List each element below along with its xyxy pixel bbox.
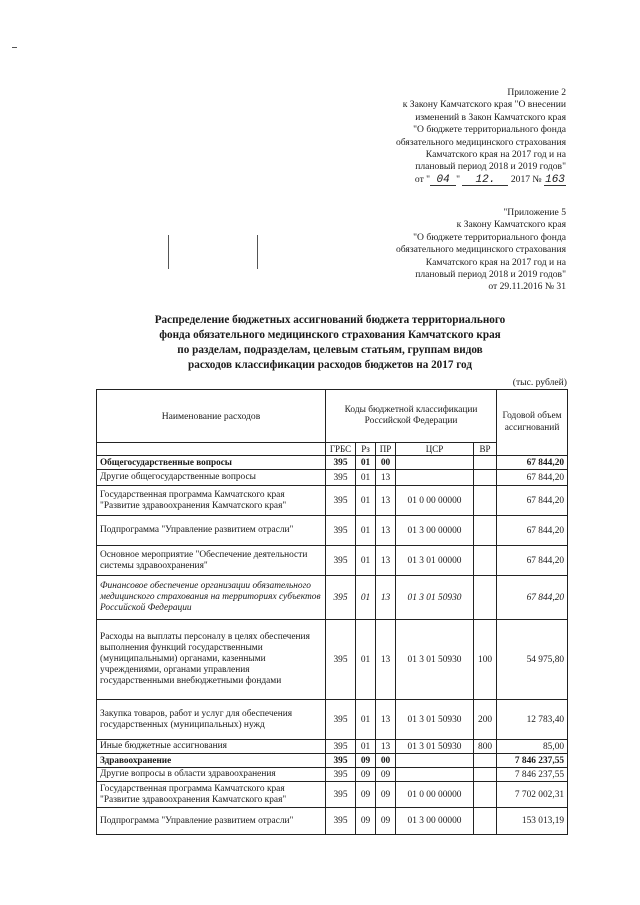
row-vr <box>474 782 497 808</box>
header-rz: Рз <box>356 443 376 456</box>
row-rz: 09 <box>356 768 376 782</box>
row-vr <box>474 546 497 576</box>
row-rz: 01 <box>356 516 376 546</box>
row-csr: 01 3 01 50930 <box>396 576 474 620</box>
row-rz: 01 <box>356 486 376 516</box>
row-name: Закупка товаров, работ и услуг для обеспечения государственных (муниципальных) нужд <box>97 700 326 740</box>
appendix-line: "Приложение 5 <box>503 207 566 218</box>
row-csr <box>396 768 474 782</box>
table-row <box>97 700 568 740</box>
row-amount: 7 702 002,31 <box>497 782 568 808</box>
row-grbs: 395 <box>326 754 356 768</box>
row-vr <box>474 486 497 516</box>
title-line: Распределение бюджетных ассигнований бюджета территориального <box>154 314 506 326</box>
table-row <box>97 740 568 754</box>
appendix-line: от 29.11.2016 № 31 <box>488 281 566 293</box>
row-csr: 01 0 00 00000 <box>396 486 474 516</box>
row-amount: 153 013,19 <box>497 808 568 835</box>
row-rz: 01 <box>356 576 376 620</box>
row-grbs: 395 <box>326 516 356 546</box>
row-vr <box>474 754 497 768</box>
document-title <box>110 313 550 373</box>
row-grbs: 395 <box>326 768 356 782</box>
row-grbs: 395 <box>326 470 356 486</box>
table-row <box>97 576 568 620</box>
row-name: Подпрограмма "Управление развитием отрасли" <box>97 516 326 546</box>
row-amount: 7 846 237,55 <box>497 754 568 768</box>
header-blank <box>97 443 326 456</box>
row-name: Другие общегосударственные вопросы <box>97 470 326 486</box>
row-rz: 01 <box>356 470 376 486</box>
title-line: по разделам, подразделам, целевым статьям, группам видов <box>177 344 483 356</box>
date-day: 04 <box>430 175 456 186</box>
row-csr: 01 3 01 00000 <box>396 546 474 576</box>
row-rz: 09 <box>356 782 376 808</box>
row-rz: 01 <box>356 620 376 700</box>
title-line: фонда обязательного медицинского страхования Камчатского края <box>159 329 501 341</box>
row-pr: 09 <box>376 808 396 835</box>
row-pr: 00 <box>376 456 396 470</box>
row-vr <box>474 456 497 470</box>
scan-mark <box>168 235 169 269</box>
scan-mark <box>257 235 258 269</box>
law-number: 163 <box>545 173 565 186</box>
date-prefix: от " <box>414 173 431 185</box>
header-vr: ВР <box>474 443 497 456</box>
appendix-line: изменений в Закон Камчатского края <box>415 111 566 123</box>
table-row <box>97 768 568 782</box>
row-amount: 67 844,20 <box>497 516 568 546</box>
row-csr <box>396 456 474 470</box>
table-row <box>97 546 568 576</box>
row-grbs: 395 <box>326 782 356 808</box>
row-vr: 800 <box>474 740 497 754</box>
row-rz: 09 <box>356 754 376 768</box>
row-amount: 67 844,20 <box>497 486 568 516</box>
row-pr: 13 <box>376 470 396 486</box>
row-amount: 67 844,20 <box>497 456 568 470</box>
appendix-line: обязательного медицинского страхования <box>395 136 566 148</box>
row-amount: 67 844,20 <box>497 470 568 486</box>
table-row <box>97 486 568 516</box>
appendix-2-block <box>396 87 566 186</box>
row-grbs: 395 <box>326 620 356 700</box>
row-vr <box>474 470 497 486</box>
row-pr: 13 <box>376 546 396 576</box>
row-amount: 54 975,80 <box>497 620 568 700</box>
row-vr <box>474 516 497 546</box>
signing-date-line: от " 04 " 12. 2017 № 163 <box>414 173 565 186</box>
row-name: Здравоохранение <box>97 754 326 768</box>
row-name: Государственная программа Камчатского края "Развитие здравоохранения Камчатского края" <box>97 486 326 516</box>
title-line: расходов классификации расходов бюджетов на 2017 год <box>188 359 472 371</box>
appendix-line: плановый период 2018 и 2019 годов" <box>415 269 566 281</box>
row-csr: 01 3 00 00000 <box>396 516 474 546</box>
header-name: Наименование расходов <box>97 390 326 443</box>
row-amount: 67 844,20 <box>497 546 568 576</box>
date-year: 2017 № <box>510 173 542 185</box>
row-csr: 01 3 01 50930 <box>396 620 474 700</box>
row-name: Общегосударственные вопросы <box>97 456 326 470</box>
row-amount: 67 844,20 <box>497 576 568 620</box>
row-vr: 200 <box>474 700 497 740</box>
row-grbs: 395 <box>326 546 356 576</box>
row-amount: 85,00 <box>497 740 568 754</box>
row-pr: 13 <box>376 516 396 546</box>
row-name: Расходы на выплаты персоналу в целях обеспечения выполнения функций государственными (муниципальными) органами, казенными учреждениями, органами управления государственными внебюджетными фондами <box>97 620 326 700</box>
header-pr: ПР <box>376 443 396 456</box>
row-csr: 01 3 01 50930 <box>396 740 474 754</box>
row-grbs: 395 <box>326 456 356 470</box>
row-name: Подпрограмма "Управление развитием отрасли" <box>97 808 326 835</box>
row-name: Другие вопросы в области здравоохранения <box>97 768 326 782</box>
appendix-line: Камчатского края на 2017 год и на <box>425 256 566 268</box>
row-grbs: 395 <box>326 700 356 740</box>
row-amount: 12 783,40 <box>497 700 568 740</box>
row-vr <box>474 768 497 782</box>
row-rz: 01 <box>356 700 376 740</box>
row-vr <box>474 808 497 835</box>
row-name: Иные бюджетные ассигнования <box>97 740 326 754</box>
row-pr: 13 <box>376 576 396 620</box>
row-csr: 01 3 01 50930 <box>396 700 474 740</box>
appendix-line: плановый период 2018 и 2019 годов" <box>415 161 566 173</box>
row-amount: 7 846 237,55 <box>497 768 568 782</box>
row-vr: 100 <box>474 620 497 700</box>
row-name: Основное мероприятие "Обеспечение деятельности системы здравоохранения" <box>97 546 326 576</box>
date-month: 12. <box>462 175 508 186</box>
row-csr <box>396 470 474 486</box>
table-row <box>97 456 568 470</box>
row-name: Финансовое обеспечение организации обязательного медицинского страхования на территориях субъектов Российской Федерации <box>97 576 326 620</box>
row-pr: 09 <box>376 768 396 782</box>
header-grbs: ГРБС <box>326 443 356 456</box>
row-rz: 01 <box>356 456 376 470</box>
appendix-line: к Закону Камчатского края "О внесении <box>402 99 566 111</box>
row-pr: 09 <box>376 782 396 808</box>
scan-mark <box>12 47 17 48</box>
table-row <box>97 782 568 808</box>
appendix-line: к Закону Камчатского края <box>456 219 566 231</box>
appendix-line: Камчатского края на 2017 год и на <box>425 149 566 161</box>
appendix-line: "О бюджете территориального фонда <box>413 124 566 136</box>
table-row <box>97 516 568 546</box>
appendix-line: Приложение 2 <box>507 87 566 98</box>
row-csr: 01 3 00 00000 <box>396 808 474 835</box>
row-rz: 01 <box>356 546 376 576</box>
row-csr <box>396 754 474 768</box>
row-pr: 13 <box>376 486 396 516</box>
table-row <box>97 470 568 486</box>
row-pr: 00 <box>376 754 396 768</box>
row-grbs: 395 <box>326 486 356 516</box>
table-body <box>97 456 568 835</box>
table-row <box>97 620 568 700</box>
units-label: (тыс. рублей) <box>512 377 567 388</box>
appendix-line: "О бюджете территориального фонда <box>413 231 566 243</box>
row-rz: 01 <box>356 740 376 754</box>
row-pr: 13 <box>376 740 396 754</box>
row-grbs: 395 <box>326 740 356 754</box>
row-name: Государственная программа Камчатского края "Развитие здравоохранения Камчатского края" <box>97 782 326 808</box>
row-rz: 09 <box>356 808 376 835</box>
appendix-5-block <box>396 207 566 294</box>
row-vr <box>474 576 497 620</box>
table-row <box>97 754 568 768</box>
table-row <box>97 808 568 835</box>
header-csr: ЦСР <box>396 443 474 456</box>
row-pr: 13 <box>376 700 396 740</box>
row-grbs: 395 <box>326 808 356 835</box>
row-pr: 13 <box>376 620 396 700</box>
row-grbs: 395 <box>326 576 356 620</box>
row-csr: 01 0 00 00000 <box>396 782 474 808</box>
appendix-line: обязательного медицинского страхования <box>395 244 566 256</box>
header-amount: Годовой объем ассигнований <box>497 390 568 456</box>
budget-table <box>96 389 568 835</box>
header-codes: Коды бюджетной классификации Российской Федерации <box>326 390 497 443</box>
